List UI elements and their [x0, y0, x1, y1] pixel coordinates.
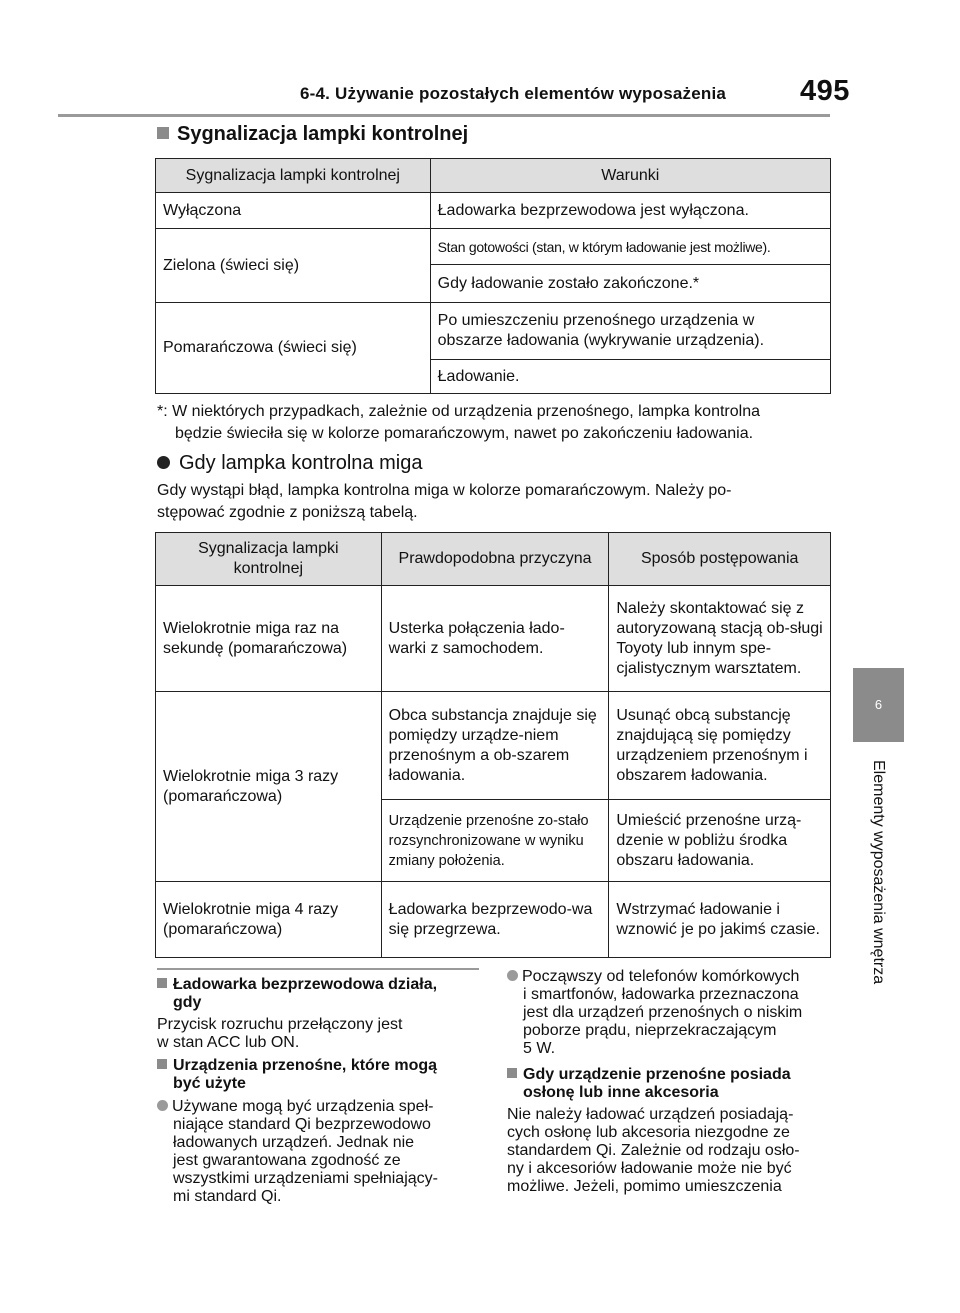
intro-paragraph: [157, 480, 829, 524]
round-bullet-icon: [507, 970, 518, 981]
table-header-cell: Sygnalizacja lampki kontrolnej: [156, 533, 382, 586]
square-bullet-icon: [507, 1068, 517, 1078]
right-column: [507, 968, 837, 1196]
table-header-row: [156, 533, 831, 586]
info-bullet: [157, 1098, 482, 1206]
table-cell-cause: Usterka połączenia łado-warki z samochodem.: [381, 586, 609, 692]
indicator-table: [155, 158, 831, 394]
info-line: Przycisk rozruchu przełączony jest: [157, 1016, 403, 1033]
bottom-divider: [157, 968, 479, 970]
info-line: wszystkimi urządzeniami spełniający-: [173, 1170, 438, 1187]
info-line: możliwe. Jeżeli, pomimo umieszczenia: [507, 1178, 782, 1195]
table-cell-condition: Gdy ładowanie zostało zakończone.*: [430, 265, 830, 303]
info-paragraph: [157, 1016, 482, 1052]
round-bullet-icon: [157, 456, 170, 469]
square-bullet-icon: [157, 1059, 167, 1069]
footnote: [157, 401, 837, 445]
troubleshooting-table: [155, 532, 831, 958]
info-line: mi standard Qi.: [173, 1188, 282, 1205]
info-heading: [157, 1057, 482, 1093]
table-cell-signal: Wielokrotnie miga 4 razy (pomarańczowa): [156, 882, 382, 958]
info-heading-line: być użyte: [173, 1075, 246, 1092]
section-heading-indicator: [157, 123, 468, 146]
table-row: [156, 882, 831, 958]
info-line: standardem Qi. Zależnie od rodzaju osło-: [507, 1142, 800, 1159]
paragraph-line: Gdy wystąpi błąd, lampka kontrolna miga w kolorze pomarańczowym. Należy po-: [157, 482, 732, 499]
table-cell-state: Wyłączona: [156, 193, 431, 229]
header-title: 6-4. Używanie pozostałych elementów wyposażenia: [300, 84, 727, 103]
chapter-side-label: [860, 760, 896, 1018]
chapter-tab: 6: [853, 668, 904, 742]
footnote-line: będzie świeciła się w kolorze pomarańczowym, nawet po zakończeniu ładowania.: [175, 425, 754, 442]
round-bullet-icon: [157, 1100, 168, 1111]
table-row: [156, 586, 831, 692]
paragraph-line: stępować zgodnie z poniższą tabelą.: [157, 504, 418, 521]
table-cell-state: Zielona (świeci się): [156, 229, 431, 303]
table-cell-condition: Stan gotowości (stan, w którym ładowanie jest możliwe).: [430, 229, 830, 265]
section-heading-text: Sygnalizacja lampki kontrolnej: [177, 123, 469, 145]
footnote-line: *: W niektórych przypadkach, zależnie od urządzenia przenośnego, lampka kontrolna: [157, 403, 760, 420]
info-line: Używane mogą być urządzenia speł-: [172, 1098, 434, 1115]
table-header-cell: Sposób postępowania: [609, 533, 831, 586]
table-header-cell: Warunki: [430, 159, 830, 193]
table-cell-signal: Wielokrotnie miga 3 razy (pomarańczowa): [156, 692, 382, 882]
info-heading: [507, 1066, 837, 1102]
info-line: i smartfonów, ładowarka przeznaczona: [523, 986, 799, 1003]
info-line: Począwszy od telefonów komórkowych: [522, 968, 800, 985]
table-cell-action: Wstrzymać ładowanie i wznowić je po jakimś czasie.: [609, 882, 831, 958]
table-header-row: [156, 159, 831, 193]
info-heading-line: gdy: [173, 994, 202, 1011]
info-heading-line: Urządzenia przenośne, które mogą: [173, 1057, 438, 1074]
info-line: cych osłonę lub akcesoria niezgodne ze: [507, 1124, 790, 1141]
table-row: [156, 229, 831, 265]
info-line: poborze prądu, nieprzekraczającym: [523, 1022, 777, 1039]
table-row: [156, 692, 831, 800]
info-line: jest dla urządzeń przenośnych o niskim: [523, 1004, 803, 1021]
info-heading: [157, 976, 482, 1012]
page-number: 495: [800, 75, 850, 107]
table-cell-condition: Ładowanie.: [430, 360, 830, 394]
table-cell-action: Usunąć obcą substancję znajdującą się pomiędzy urządzeniem przenośnym i obszarem ładowania.: [609, 692, 831, 800]
square-bullet-icon: [157, 127, 169, 139]
table-cell-state: Pomarańczowa (świeci się): [156, 303, 431, 394]
info-paragraph: [507, 1106, 837, 1196]
subsection-heading-text: Gdy lampka kontrolna miga: [179, 452, 423, 474]
table-cell-condition: Po umieszczeniu przenośnego urządzenia w obszarze ładowania (wykrywanie urządzenia).: [430, 303, 830, 360]
info-bullet: [507, 968, 837, 1058]
table-header-cell: Sygnalizacja lampki kontrolnej: [156, 159, 431, 193]
square-bullet-icon: [157, 978, 167, 988]
info-line: ładowanych urządzeń. Jednak nie: [173, 1134, 415, 1151]
info-line: w stan ACC lub ON.: [157, 1034, 300, 1051]
info-line: niające standard Qi bezprzewodowo: [173, 1116, 431, 1133]
table-cell-condition: Ładowarka bezprzewodowa jest wyłączona.: [430, 193, 830, 229]
subsection-heading: [157, 452, 422, 475]
table-row: [156, 303, 831, 360]
info-line: ny i akcesoriów ładowanie może nie być: [507, 1160, 792, 1177]
table-cell-cause: Obca substancja znajduje się pomiędzy urządze-niem przenośnym a ob-szarem ładowania.: [381, 692, 609, 800]
info-line: jest gwarantowana zgodność ze: [173, 1152, 401, 1169]
table-row: [156, 193, 831, 229]
left-column: [157, 976, 482, 1206]
info-line: 5 W.: [523, 1040, 556, 1057]
info-heading-line: Gdy urządzenie przenośne posiada: [523, 1066, 791, 1083]
table-cell-action: Umieścić przenośne urzą-dzenie w pobliżu środka obszaru ładowania.: [609, 800, 831, 882]
info-heading-line: Ładowarka bezprzewodowa działa,: [173, 976, 438, 993]
info-line: Nie należy ładować urządzeń posiadają-: [507, 1106, 794, 1123]
table-cell-signal: Wielokrotnie miga raz na sekundę (pomarańczowa): [156, 586, 382, 692]
table-cell-action: Należy skontaktować się z autoryzowaną stacją ob-sługi Toyoty lub innym spe-cjalistycznym warsztatem.: [609, 586, 831, 692]
table-cell-cause: Urządzenie przenośne zo-stało rozsynchronizowane w wyniku zmiany położenia.: [381, 800, 609, 882]
header-divider: [58, 114, 830, 117]
table-header-cell: Prawdopodobna przyczyna: [381, 533, 609, 586]
chapter-side-label-text: Elementy wyposażenia wnętrza: [870, 760, 887, 985]
info-heading-line: osłonę lub inne akcesoria: [523, 1084, 719, 1101]
table-cell-cause: Ładowarka bezprzewodo-wa się przegrzewa.: [381, 882, 609, 958]
